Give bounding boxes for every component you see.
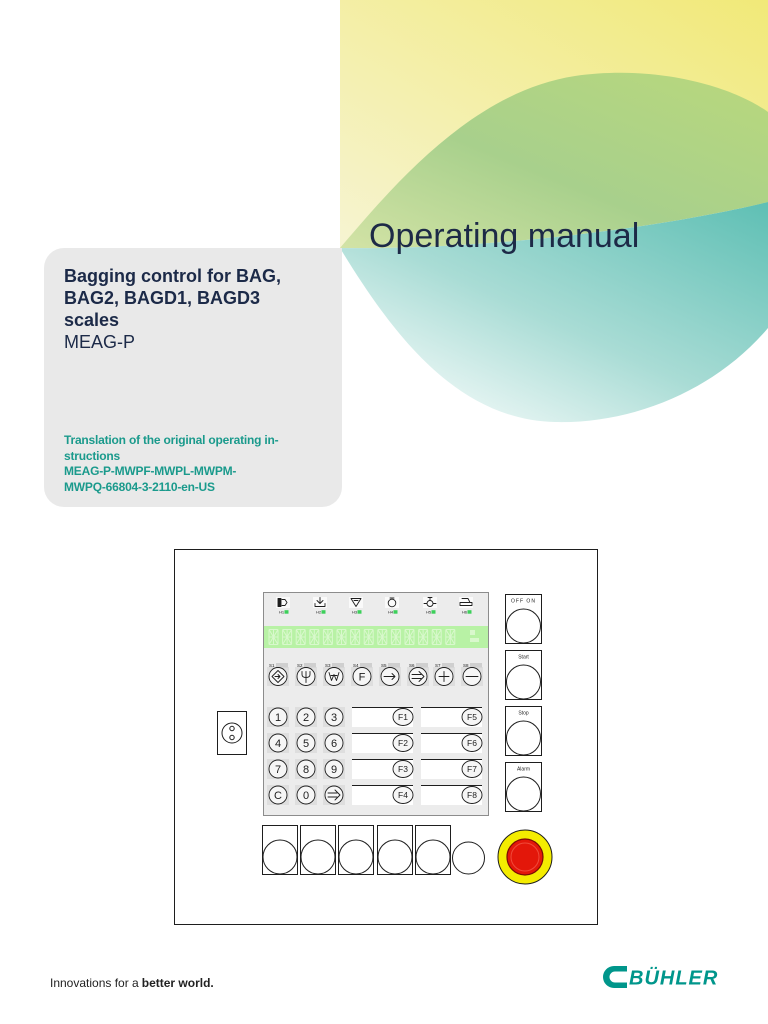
- lcd-segments: [419, 630, 428, 645]
- softkey-s3: [323, 663, 345, 686]
- indicator-label: H3: [351, 609, 358, 615]
- function-key-f3: [352, 759, 413, 779]
- indicator-h3: [349, 597, 363, 615]
- lcd-status-segment: [470, 638, 479, 642]
- switch-button: [507, 609, 541, 643]
- switch-label: OFF ON: [511, 598, 536, 605]
- emergency-stop-icon: [507, 839, 543, 875]
- translation-note: [64, 433, 278, 495]
- softkey-label: S7: [435, 663, 441, 669]
- lcd-segments: [283, 630, 292, 645]
- switch-alarm: [506, 763, 542, 812]
- key-label: 7: [274, 764, 282, 776]
- key-label: 3: [330, 712, 338, 724]
- switch-off-on: [506, 595, 542, 644]
- lcd-segments: [378, 630, 387, 645]
- softkey-label: S3: [325, 663, 331, 669]
- softkey-s7: [433, 663, 455, 686]
- lcd-character-cell: [337, 630, 346, 645]
- function-key-f6: [421, 733, 482, 753]
- lcd-segments: [351, 630, 360, 645]
- slot-button: [301, 840, 335, 874]
- keypad-key-4: [267, 733, 289, 753]
- document-title: Operating manual: [369, 217, 640, 255]
- softkey-s5: [379, 663, 401, 686]
- lcd-segments: [269, 630, 278, 645]
- spare-button-slot: [416, 826, 451, 875]
- enter-key: [323, 785, 345, 805]
- function-key-label: F3: [398, 764, 408, 774]
- function-key-label: F7: [467, 764, 477, 774]
- indicator-h1: [276, 597, 290, 615]
- function-key-label: F4: [398, 790, 408, 800]
- function-key-label: F5: [467, 712, 477, 722]
- key-label: 8: [302, 764, 310, 776]
- function-key-f8: [421, 785, 482, 805]
- keypad-key-2: [295, 707, 317, 727]
- softkey-label-bar: [276, 663, 288, 668]
- slot-button: [263, 840, 297, 874]
- lcd-character-cell: [405, 630, 414, 645]
- switch-label: Alarm: [516, 766, 531, 773]
- softkey-label: S6: [409, 663, 415, 669]
- function-key-f5: [421, 707, 482, 727]
- indicator-label: H2: [315, 609, 322, 615]
- document-id-line: MWPQ-66804-3-2110-en-US: [64, 479, 215, 494]
- softkey-button: [325, 668, 343, 686]
- lcd-character-cell: [269, 630, 278, 645]
- lcd-character-cell: [351, 630, 360, 645]
- key-label: 4: [274, 738, 282, 750]
- switch-button: [507, 721, 541, 755]
- operator-keypad: [264, 593, 489, 816]
- lcd-character-cell: [323, 630, 332, 645]
- logo-wordmark: BÜHLER: [629, 967, 719, 990]
- softkey-label: S5: [381, 663, 387, 669]
- decorative-leaf-shapes: [340, 0, 768, 430]
- lcd-segments: [364, 630, 373, 645]
- indicator-led: [394, 610, 398, 614]
- indicator-label: H6: [461, 609, 468, 615]
- key-label: 6: [330, 738, 338, 750]
- lcd-status-segment: [470, 630, 475, 635]
- lcd-segments: [323, 630, 332, 645]
- lcd-segments: [405, 630, 414, 645]
- indicator-led: [468, 610, 472, 614]
- key-label: C: [274, 790, 282, 802]
- switch-button: [507, 777, 541, 811]
- product-line: scales: [64, 310, 120, 330]
- lcd-segments: [446, 630, 455, 645]
- key-label: 5: [302, 738, 310, 750]
- product-description: [64, 265, 281, 353]
- keypad-key-7: [267, 759, 289, 779]
- spare-button-slot: [339, 826, 374, 875]
- product-line: Bagging control for BAG,: [64, 266, 281, 286]
- switch-label: Start: [518, 654, 529, 661]
- lcd-segments: [432, 630, 441, 645]
- keypad-key-1: [267, 707, 289, 727]
- function-key-f7: [421, 759, 482, 779]
- indicator-icon-box: [385, 597, 399, 608]
- indicator-led: [358, 610, 362, 614]
- indicator-h5: [423, 597, 437, 615]
- softkey-label: S1: [269, 663, 275, 669]
- softkey-label: S2: [297, 663, 303, 669]
- switch-button: [507, 665, 541, 699]
- softkey-s4: [351, 663, 373, 686]
- lcd-character-cell: [378, 630, 387, 645]
- keypad-key-0: [295, 785, 317, 805]
- switch-start: [506, 651, 542, 700]
- softkey-label-bar: [304, 663, 316, 668]
- product-model: MEAG-P: [64, 332, 136, 352]
- keypad-key-c: [267, 785, 289, 805]
- slot-button: [339, 840, 373, 874]
- keypad-key-3: [323, 707, 345, 727]
- keypad-key-9: [323, 759, 345, 779]
- softkey-s6: [407, 663, 429, 686]
- keypad-panel: [264, 593, 489, 816]
- lcd-character-cell: [391, 630, 400, 645]
- key-label: 9: [330, 764, 338, 776]
- keypad-key-6: [323, 733, 345, 753]
- pilot-light: [453, 842, 485, 874]
- lcd-character-cell: [310, 630, 319, 645]
- softkey-label-bar: [470, 663, 482, 668]
- document-info-box: [44, 248, 342, 507]
- emergency-stop-button: [498, 830, 552, 884]
- translation-line: Translation of the original operating in-: [64, 433, 279, 447]
- function-key-f1: [352, 707, 413, 727]
- lcd-character-cell: [296, 630, 305, 645]
- tagline-emphasis: better world.: [141, 976, 214, 990]
- function-key-f4: [352, 785, 413, 805]
- translation-line: structions: [64, 448, 121, 463]
- indicator-h6: [459, 597, 473, 615]
- softkey-s8: [461, 663, 483, 686]
- lcd-character-cell: [432, 630, 441, 645]
- indicator-led: [432, 610, 436, 614]
- indicator-led: [322, 610, 326, 614]
- switch-stop: [506, 707, 542, 756]
- gate-icon-path: [278, 599, 281, 607]
- product-line: BAG2, BAGD1, BAGD3: [64, 288, 261, 308]
- control-panel-drawing: [174, 549, 598, 925]
- footer-tagline: [50, 976, 214, 990]
- tagline-prefix: Innovations for a: [50, 976, 139, 990]
- softkey-label-bar: [360, 663, 372, 668]
- key-label: 1: [274, 712, 282, 724]
- indicator-label: H5: [425, 609, 432, 615]
- key-label: 0: [302, 790, 310, 802]
- socket-outlet: [218, 712, 247, 755]
- lcd-display: [264, 626, 488, 648]
- indicator-label: H1: [278, 609, 285, 615]
- softkey-label-bar: [442, 663, 454, 668]
- softkey-label: S8: [463, 663, 469, 669]
- slot-button: [416, 840, 450, 874]
- key-label: 2: [302, 712, 310, 724]
- function-key-label: F8: [467, 790, 477, 800]
- function-key-label: F1: [398, 712, 408, 722]
- lcd-segments: [337, 630, 346, 645]
- indicator-led: [285, 610, 289, 614]
- lcd-character-cell: [283, 630, 292, 645]
- lcd-segments: [310, 630, 319, 645]
- slot-button: [378, 840, 412, 874]
- keypad-key-8: [295, 759, 317, 779]
- spare-button-slot: [301, 826, 336, 875]
- softkey-label-bar: [388, 663, 400, 668]
- spare-button-slot: [263, 826, 298, 875]
- indicator-h4: [385, 597, 399, 615]
- document-id-line: MEAG-P-MWPF-MWPL-MWPM-: [64, 464, 237, 478]
- function-key-label: F6: [467, 738, 477, 748]
- buhler-logo-icon: [603, 966, 627, 988]
- softkey-label: S4: [353, 663, 359, 669]
- spare-button-slot: [378, 826, 413, 875]
- softkey-label-bar: [332, 663, 344, 668]
- function-key-label: F2: [398, 738, 408, 748]
- indicator-h2: [313, 597, 327, 615]
- switch-label: Stop: [518, 710, 529, 717]
- softkey-text: F: [358, 671, 366, 684]
- lcd-segments: [296, 630, 305, 645]
- softkey-s1: [267, 663, 289, 686]
- softkey-label-bar: [416, 663, 428, 668]
- keypad-key-5: [295, 733, 317, 753]
- softkey-s2: [295, 663, 317, 686]
- lcd-segments: [391, 630, 400, 645]
- lcd-character-cell: [419, 630, 428, 645]
- lcd-character-cell: [446, 630, 455, 645]
- function-key-f2: [352, 733, 413, 753]
- buhler-logo: [603, 964, 721, 990]
- indicator-label: H4: [387, 609, 394, 615]
- lcd-character-cell: [364, 630, 373, 645]
